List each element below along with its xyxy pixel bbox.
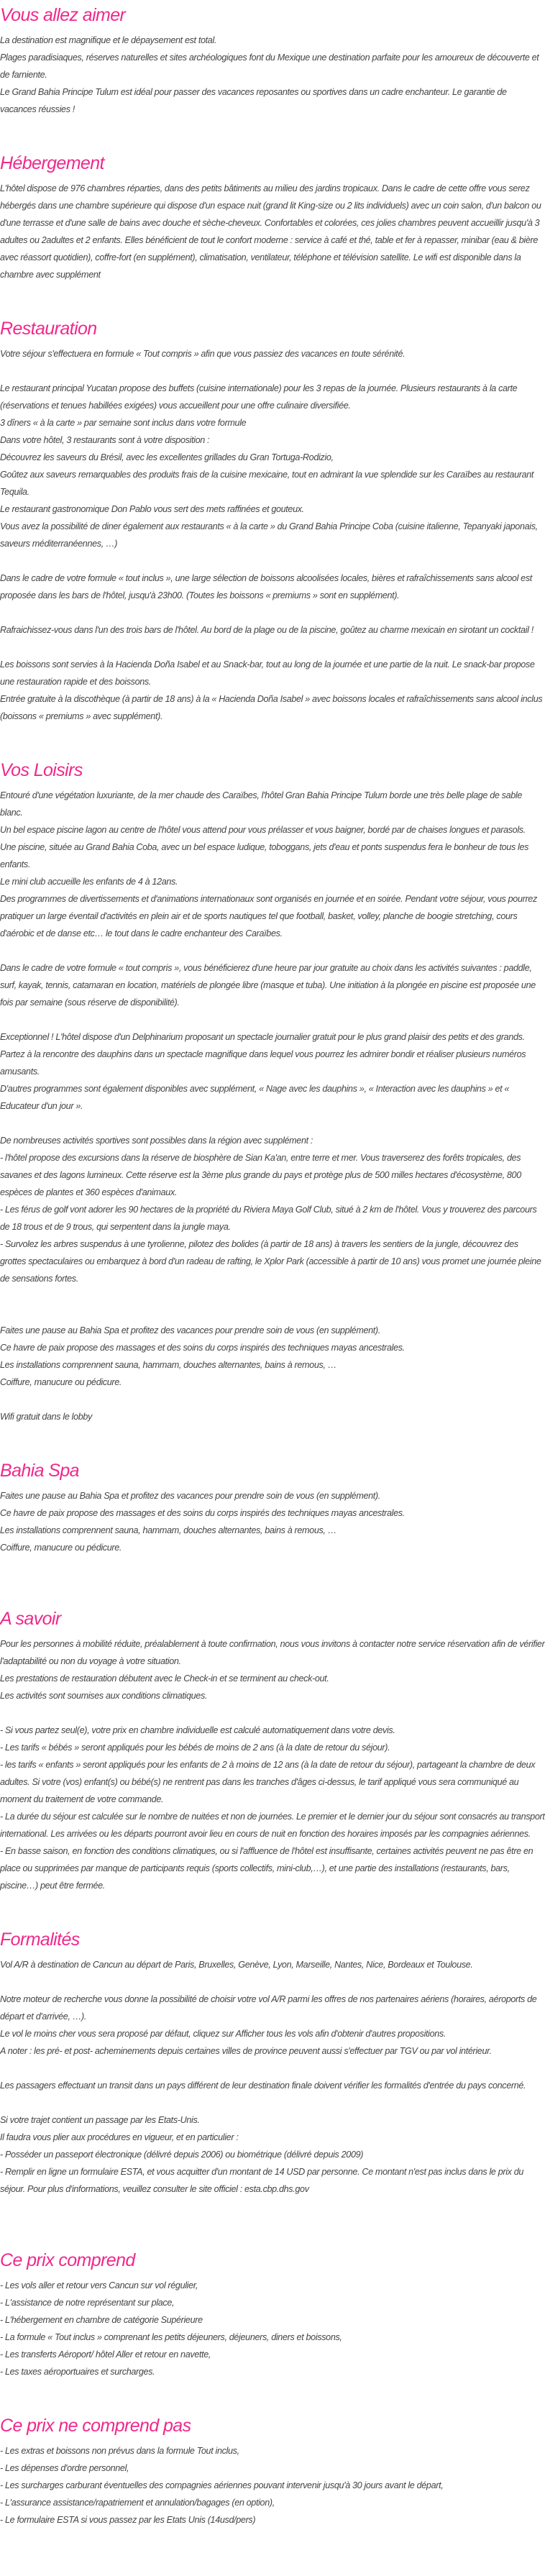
text-line: Entouré d'une végétation luxuriante, de la mer chaude des Caraïbes, l'hôtel Gran Bahia Principe Tulum borde une très belle plage de sable blanc. [0, 790, 523, 818]
section-title: Restauration [0, 319, 97, 339]
blank-line [0, 2060, 545, 2077]
section-title: A savoir [0, 1609, 61, 1629]
section-title: Bahia Spa [0, 1461, 79, 1481]
section-body [0, 27, 545, 118]
text-line: Ce havre de paix propose des massages et des soins du corps inspirés des techniques mayas ancestrales. [0, 1343, 405, 1353]
section-hebergement [0, 148, 545, 314]
text-line: L'hôtel dispose de 976 chambres réparties, dans des petits bâtiments au milieu des jardins tropicaux. Dans le cadre de cette offre vous serez hébergés dans une chambre supérieure qui dispose d'un espace nuit (grand lit King-size ou 2 lits individuels) avec un coin salon, d'un balcon ou d'une terrasse et d'une salle de bains avec douche et sèche-cheveux. Confortables et colorées, ces jolies chambres peuvent accueillir jusqu'à 3 adultes ou 2adultes et 2 enfants. Elles bénéficient de tout le confort moderne : service à café et thé, table et fer à repasser, minibar (eau & bière avec réassort quotidien), coffre-fort (en supplément), climatisation, ventilateur, téléphone et télévision satellite. Le wifi est disponible dans la chambre avec supplément [0, 183, 541, 280]
text-line: 3 dîners « à la carte » par semaine sont inclus dans votre formule [0, 418, 247, 428]
blank-line [0, 1973, 545, 1991]
text-line: - Remplir en ligne un formulaire ESTA, et vous acquitter d'un montant de 14 USD par personne. Ce montant n'est pas inclus dans le prix du séjour. Pour plus d'informations, veuillez consulter le site officiel : esta.cbp.dhs.gov [0, 2167, 524, 2194]
section-title: Hébergement [0, 153, 104, 173]
text-line: Le restaurant gastronomique Don Pablo vous sert des mets raffinées et gouteux. [0, 504, 304, 514]
text-line: - Les férus de golf vont adorer les 90 hectares de la propriété du Riviera Maya Golf Club, situé à 2 km de l'hôtel. Vous y trouverez des parcours de 18 trous et de 9 trous, qui serpentent dans la jungle maya. [0, 1205, 537, 1232]
section-ce-prix-comprend [0, 2245, 545, 2411]
blank-line [0, 1391, 545, 1408]
text-line: - L'hébergement en chambre de catégorie Supérieure [0, 2315, 203, 2325]
text-line: Vol A/R à destination de Cancun au départ de Paris, Bruxelles, Genève, Lyon, Marseille, Nantes, Nice, Bordeaux et Toulouse. [0, 1960, 473, 1970]
text-line: Coiffure, manucure ou pédicure. [0, 1377, 122, 1387]
text-line: Les passagers effectuant un transit dans un pays différent de leur destination finale doivent vérifier les formalités d'entrée du pays concerné. [0, 2081, 526, 2091]
text-line: Les boissons sont servies à la Hacienda Doña Isabel et au Snack-bar, tout au long de la journée et une partie de la nuit. Le snack-bar propose une restauration rapide et des boissons. [0, 659, 535, 687]
text-line: Les activités sont soumises aux conditions climatiques. [0, 1691, 208, 1701]
section-body [0, 1483, 545, 1556]
blank-line [0, 1287, 545, 1305]
section-body [0, 782, 545, 1425]
text-line: Coiffure, manucure ou pédicure. [0, 1543, 122, 1553]
text-line: Les installations comprennent sauna, hammam, douches alternantes, bains à remous, … [0, 1360, 336, 1370]
text-line: - La durée du séjour est calculée sur le nombre de nuitées et non de journées. Le premier et le dernier jour du séjour sont consacrés au transport international. Les arrivées ou les départs pourront avoir lieu en cours de nuit en fonction des horaires imposés par les compagnies aériennes. [0, 1812, 545, 1839]
text-line: Dans le cadre de votre formule « tout compris », vous bénéficierez d'une heure par jour gratuite au choix dans les activités suivantes : paddle, surf, kayak, tennis, catamaran en location, matériels de plongée libre (masque et tuba). Une initiation à la plongée en piscine est proposée une fois par semaine (sous réserve de disponibilité). [0, 963, 536, 1008]
text-line: - Les surcharges carburant éventuelles des compagnies aériennes pouvant intervenir jusqu'à 30 jours avant le départ, [0, 2480, 444, 2490]
blank-line [0, 1011, 545, 1028]
text-line: - Les dépenses d'ordre personnel, [0, 2463, 129, 2473]
text-line: Plages paradisiaques, réserves naturelles et sites archéologiques font du Mexique une destination parfaite pour les amoureux de découverte et de farniente. [0, 52, 539, 80]
text-line: Votre séjour s'effectuera en formule « Tout compris » afin que vous passiez des vacances en toute sérénité. [0, 349, 406, 359]
section-bahia-spa [0, 1456, 545, 1604]
blank-line [0, 552, 545, 570]
section-vous-allez-aimer [0, 0, 545, 148]
blank-line [0, 362, 545, 380]
section-title: Formalités [0, 1929, 80, 1950]
text-line: Si votre trajet contient un passage par les Etats-Unis. [0, 2115, 200, 2125]
blank-line [0, 604, 545, 621]
text-line: - Les vols aller et retour vers Cancun sur vol régulier, [0, 2280, 198, 2290]
text-line: Dans votre hôtel, 3 restaurants sont à votre disposition : [0, 435, 210, 445]
section-body [0, 1631, 545, 1894]
text-line: A noter : les pré- et post- acheminements depuis certaines villes de province peuvent aussi s'effectuer par TGV ou par vol intérieur. [0, 2046, 492, 2056]
text-line: - L'assurance assistance/rapatriement et annulation/bagages (en option), [0, 2498, 275, 2508]
text-line: Wifi gratuit dans le lobby [0, 1412, 92, 1422]
section-body [0, 2438, 545, 2529]
section-formalites [0, 1924, 545, 2245]
text-line: Le mini club accueille les enfants de 4 à 12ans. [0, 877, 178, 887]
text-line: Le restaurant principal Yucatan propose des buffets (cuisine internationale) pour les 3 repas de la journée. Plusieurs restaurants à la carte (réservations et tenues habillées exigées) vous accueillent pour une offre culinaire diversifiée. [0, 383, 518, 411]
text-line: Exceptionnel ! L'hôtel dispose d'un Delphinarium proposant un spectacle journalier gratuit pour le plus grand plaisir des petits et des grands. Partez à la rencontre des dauphins dans un spectacle magnifique dans lequel vous pourrez les admirer bondir et réaliser plusieurs numéros amusants. [0, 1032, 526, 1077]
text-line: Faites une pause au Bahia Spa et profitez des vacances pour prendre soin de vous (en supplément). [0, 1325, 380, 1335]
blank-line [0, 1704, 545, 1722]
text-line: Ce havre de paix propose des massages et des soins du corps inspirés des techniques mayas ancestrales. [0, 1508, 405, 1518]
text-line: - Les taxes aéroportuaires et surcharges. [0, 2367, 155, 2377]
section-title: Ce prix ne comprend pas [0, 2416, 191, 2436]
section-ce-prix-ne-comprend-pas [0, 2411, 545, 2529]
section-a-savoir [0, 1604, 545, 1924]
text-line: - Les tarifs « bébés » seront appliqués pour les bébés de moins de 2 ans (à la date de retour du séjour). [0, 1743, 390, 1753]
text-line: - L'assistance de notre représentant sur place, [0, 2298, 175, 2308]
section-body [0, 175, 545, 283]
text-line: Découvrez les saveurs du Brésil, avec les excellentes grillades du Gran Tortuga-Rodizio, [0, 452, 334, 462]
section-vos-loisirs [0, 755, 545, 1456]
blank-line [0, 639, 545, 656]
text-line: Une piscine, située au Grand Bahia Coba, avec un bel espace ludique, toboggans, jets d'eau et ponts suspendus fera le bonheur de tous les enfants. [0, 842, 529, 869]
text-line: - Le formulaire ESTA si vous passez par les Etats Unis (14usd/pers) [0, 2515, 256, 2525]
text-line: Il faudra vous plier aux procédures en vigueur, et en particulier : [0, 2132, 239, 2142]
text-line: De nombreuses activités sportives sont possibles dans la région avec supplément : [0, 1136, 313, 1146]
text-line: - Survolez les arbres suspendus à une tyrolienne, pilotez des bolides (à partir de 18 ans) à travers les sentiers de la jungle, découvrez des grottes spectaculaires ou embarquez à bord d'un radeau de rafting, le Xplor Park (accessible à partir de 10 ans) vous promet une journée pleine de sensations fortes. [0, 1239, 541, 1284]
text-line: - l'hôtel propose des excursions dans la réserve de biosphère de Sian Ka'an, entre terre et mer. Vous traverserez des forêts tropicales, des savanes et des lagons lumineux. Cette réserve est la 3ème plus grande du pays et protège plus de 500 milles hectares d'écosystème, 800 espèces de plantes et 360 espèces d'animaux. [0, 1153, 521, 1197]
text-line: Entrée gratuite à la discothèque (à partir de 18 ans) à la « Hacienda Doña Isabel » avec boissons locales et rafraîchissements sans alcool inclus (boissons « premiums » avec supplément). [0, 694, 543, 721]
text-line: Les prestations de restauration débutent avec le Check-in et se terminent au check-out. [0, 1673, 329, 1684]
text-line: Un bel espace piscine lagon au centre de l'hôtel vous attend pour vous prélasser et vous baigner, bordé par de chaises longues et parasols. [0, 825, 526, 835]
text-line: La destination est magnifique et le dépaysement est total. [0, 35, 217, 45]
section-body [0, 1952, 545, 2198]
text-line: - En basse saison, en fonction des conditions climatiques, ou si l'affluence de l'hôtel est insuffisante, certaines activités peuvent ne pas être en place ou supprimées par manque de participants requis (sports collectifs, mini-club,…), et une partie des installations (restaurants, bars, piscine…) peut être fermée. [0, 1846, 533, 1891]
blank-line [0, 2094, 545, 2111]
text-line: - Les transferts Aéroport/ hôtel Aller et retour en navette, [0, 2349, 211, 2360]
section-title: Vos Loisirs [0, 760, 83, 780]
text-line: Notre moteur de recherche vous donne la possibilité de choisir votre vol A/R parmi les offres de nos partenaires aériens (horaires, aéroports de départ et d'arrivée, …). [0, 1994, 537, 2022]
text-line: Faites une pause au Bahia Spa et profitez des vacances pour prendre soin de vous (en supplément). [0, 1491, 380, 1501]
section-restauration [0, 314, 545, 755]
section-title: Vous allez aimer [0, 5, 126, 25]
text-line: Le vol le moins cher vous sera proposé par défaut, cliquez sur Afficher tous les vols afin d'obtenir d'autres propositions. [0, 2029, 446, 2039]
text-line: - Si vous partez seul(e), votre prix en chambre individuelle est calculé automatiquement dans votre devis. [0, 1725, 395, 1735]
text-line: D'autres programmes sont également disponibles avec supplément, « Nage avec les dauphins », « Interaction avec les dauphins » et « Educateur d'un jour ». [0, 1084, 510, 1111]
text-line: - La formule « Tout inclus » comprenant les petits déjeuners, déjeuners, diners et boissons, [0, 2332, 342, 2342]
text-line: - les tarifs « enfants » seront appliqués pour les enfants de 2 à moins de 12 ans (à la date de retour du séjour), partageant la chambre de deux adultes. Si votre (vos) enfant(s) ou bébé(s) ne rentrent pas dans les tranches d'âges ci-dessus, le tarif appliqué vous sera communiqué au moment du traitement de votre commande. [0, 1760, 536, 1804]
text-line: Des programmes de divertissements et d'animations internationaux sont organisés en journée et en soirée. Pendant votre séjour, vous pourrez pratiquer un large éventail d'activités en plein air et de sports nautiques tel que football, basket, volley, planche de boogie stretching, cours d'aérobic et de danse etc… le tout dans le cadre enchanteur des Caraïbes. [0, 894, 537, 938]
text-line: Goûtez aux saveurs remarquables des produits frais de la cuisine mexicaine, tout en admirant la vue splendide sur les Caraïbes au restaurant Tequila. [0, 470, 534, 497]
blank-line [0, 942, 545, 959]
text-line: Dans le cadre de votre formule « tout inclus », une large sélection de boissons alcoolisées locales, bières et rafraîchissements sans alcool est proposée dans les bars de l'hôtel, jusqu'à 23h00. (Toutes les boissons « premiums » sont en supplément). [0, 573, 532, 600]
text-line: - Les extras et boissons non prévus dans la formule Tout inclus, [0, 2446, 239, 2456]
blank-line [0, 1115, 545, 1132]
text-line: Pour les personnes à mobilité réduite, préalablement à toute confirmation, nous vous invitons à contacter notre service réservation afin de vérifier l'adaptabilité ou non du voyage à votre situation. [0, 1639, 545, 1666]
blank-line [0, 1305, 545, 1322]
section-body [0, 341, 545, 725]
text-line: Vous avez la possibilité de diner également aux restaurants « à la carte » du Grand Bahia Principe Coba (cuisine italienne, Tepanyaki japonais, saveurs méditerranéennes, …) [0, 521, 538, 549]
section-body [0, 2273, 545, 2380]
section-title: Ce prix comprend [0, 2250, 135, 2270]
text-line: - Posséder un passeport électronique (délivré depuis 2006) ou biométrique (délivré depuis 2009) [0, 2150, 364, 2160]
text-line: Les installations comprennent sauna, hammam, douches alternantes, bains à remous, … [0, 1525, 336, 1535]
text-line: Rafraichissez-vous dans l'un des trois bars de l'hôtel. Au bord de la plage ou de la piscine, goûtez au charme mexicain en sirotant un cocktail ! [0, 625, 533, 635]
text-line: Le Grand Bahia Principe Tulum est idéal pour passer des vacances reposantes ou sportives dans un cadre enchanteur. Le garantie de vacances réussies ! [0, 87, 507, 114]
